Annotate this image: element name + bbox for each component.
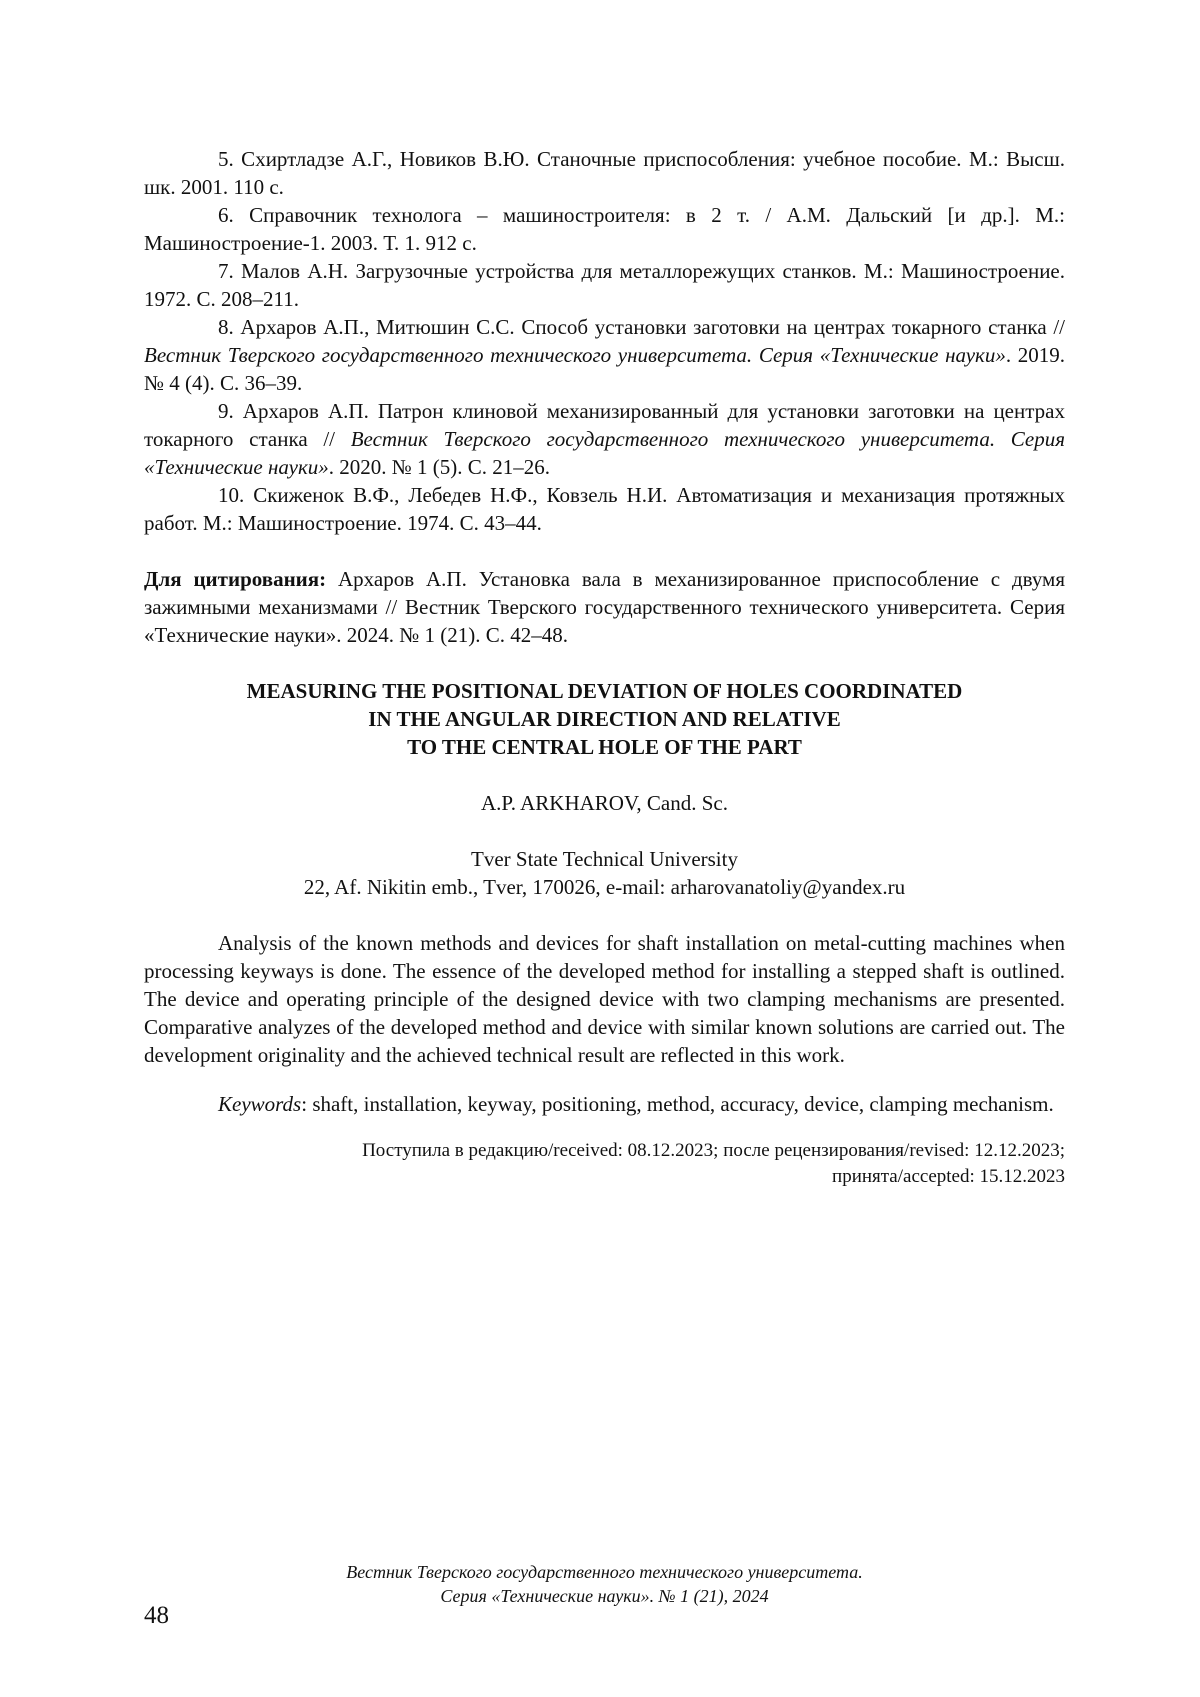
reference-item-8: 8. Архаров А.П., Митюшин С.С. Способ установки заготовки на центрах токарного станка // Вестник Тверского государственного технического университета. Серия «Технические науки». 2019. № 4 (4). С. 36–39. — [144, 315, 1065, 395]
submission-dates: Поступила в редакцию/received: 08.12.2023; после рецензирования/revised: 12.12.2023; принята/accepted: 15.12.2023 — [362, 1140, 1065, 1187]
reference-item-5: 5. Схиртладзе А.Г., Новиков В.Ю. Станочные приспособления: учебное пособие. М.: Высш. шк. 2001. 110 с. — [144, 147, 1065, 199]
citation-label: Для цитирования: — [144, 567, 327, 591]
keywords-line: Keywords: shaft, installation, keyway, positioning, method, accuracy, device, clamping mechanism. — [218, 1092, 1054, 1116]
reference-item-9: 9. Архаров А.П. Патрон клиновой механизированный для установки заготовки на центрах токарного станка // Вестник Тверского государственного технического университета. Серия «Технические науки». 2020. № 1 (5). С. 21–26. — [144, 399, 1066, 479]
affiliation-address: 22, Af. Nikitin emb., Tver, 170026, e-mail: arharovanatoliy@yandex.ru — [303, 875, 906, 899]
affiliation-name: Tver State Technical University — [471, 847, 738, 871]
journal-footer: Вестник Тверского государственного технического университета. Серия «Технические науки». № 1 (21), 2024 — [346, 1562, 863, 1606]
reference-item-7: 7. Малов А.Н. Загрузочные устройства для металлорежущих станков. М.: Машиностроение. 1972. С. 208–211. — [144, 259, 1065, 311]
reference-list — [144, 145, 1065, 537]
reference-journal: Вестник Тверского государственного технического университета. Серия «Технические науки» — [144, 343, 1006, 367]
page-content — [144, 145, 1065, 1190]
reference-item-6: 6. Справочник технолога – машиностроителя: в 2 т. / А.М. Дальский [и др.]. М.: Машиностроение-1. 2003. Т. 1. 912 с. — [144, 203, 1065, 255]
affiliation-block — [144, 845, 1065, 901]
english-title: MEASURING THE POSITIONAL DEVIATION OF HOLES COORDINATED IN THE ANGULAR DIRECTION AND RELATIVE TO THE CENTRAL HOLE OF THE PART — [246, 679, 963, 759]
reference-item-10: 10. Скиженок В.Ф., Лебедев Н.Ф., Ковзель Н.И. Автоматизация и механизация протяжных работ. М.: Машиностроение. 1974. С. 43–44. — [144, 483, 1065, 535]
citation-block — [144, 565, 1065, 649]
reference-journal: Вестник Тверского государственного технического университета. Серия «Технические науки» — [144, 427, 1066, 479]
citation-text: Архаров А.П. Установка вала в механизированное приспособление с двумя зажимными механизмами // Вестник Тверского государственного технического университета. Серия «Технические науки». 2024. № 1 (21). С. 42–48. — [144, 567, 1065, 647]
abstract-text: Analysis of the known methods and devices for shaft installation on metal-cutting machines when processing keyways is done. The essence of the developed method for installing a stepped shaft is outlined. The device and operating principle of the designed device with two clamping mechanisms are presented. Comparative analyzes of the developed method and device with similar known solutions are carried out. The development originality and the achieved technical result are reflected in this work. — [144, 931, 1065, 1067]
page-number: 48 — [144, 1602, 169, 1629]
author-line: A.P. ARKHAROV, Cand. Sc. — [481, 791, 728, 815]
keywords-label: Keywords — [218, 1092, 302, 1116]
